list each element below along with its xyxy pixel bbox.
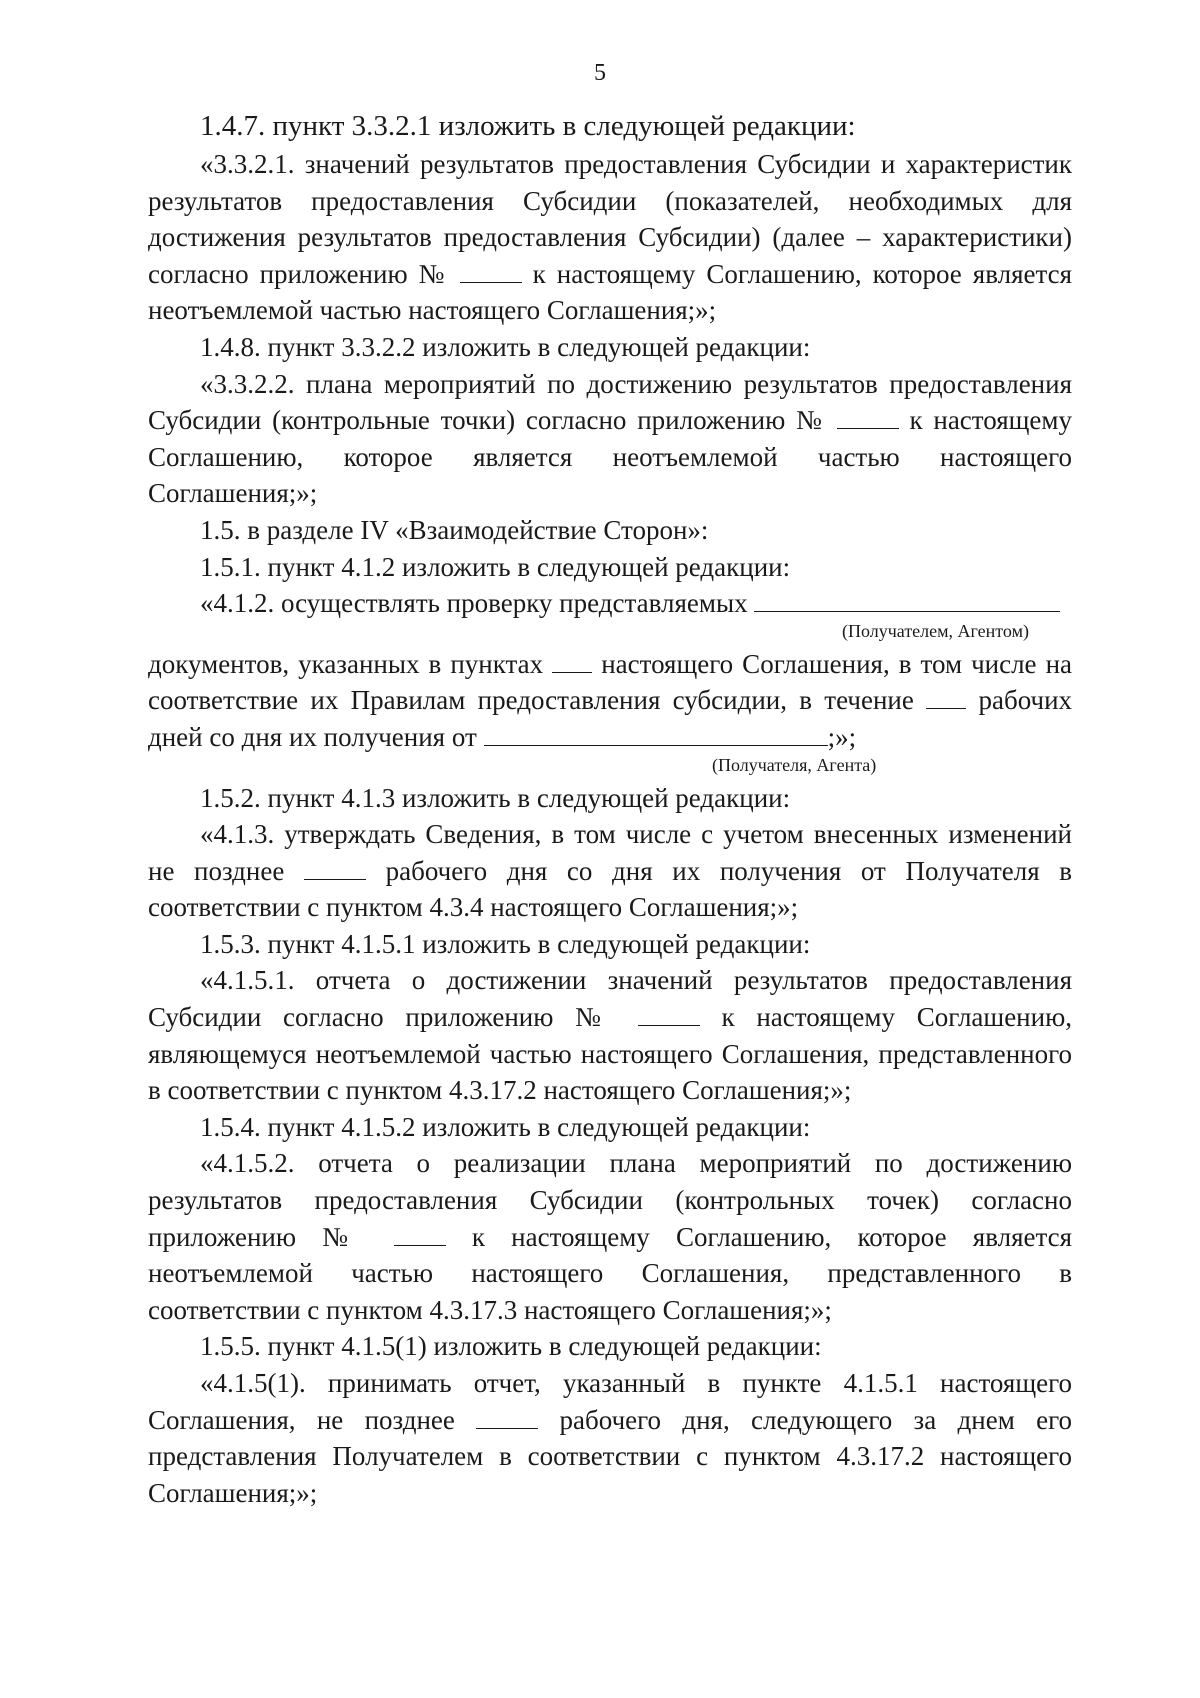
- blank-field[interactable]: [460, 260, 522, 283]
- caption-row: [148, 756, 1072, 780]
- clause-4-1-2-text: [148, 585, 1072, 622]
- clause-1-4-8: 1.4.8. пункт 3.3.2.2 изложить в следующей редакции:: [200, 331, 811, 362]
- text-segment: «4.1.5.1. отчета о достижении значений результатов предоставления Субсидии согласно приложению №: [148, 965, 1072, 1033]
- text-segment: ;»;: [827, 721, 857, 752]
- field-caption: (Получателя, Агента): [712, 754, 877, 775]
- clause-4-1-2-continued: [148, 646, 1072, 756]
- clause-1-5-1: 1.5.1. пункт 4.1.2 изложить в следующей редакции:: [200, 551, 791, 582]
- blank-field[interactable]: [754, 589, 1060, 612]
- blank-field[interactable]: [476, 1406, 538, 1429]
- caption-row: [148, 622, 1072, 646]
- clause-4-1-3-text: [148, 816, 1072, 926]
- clause-4-1-5-2-text: [148, 1145, 1072, 1328]
- text-segment: рабочего дня, следующего за днем его представления Получателем в соответствии с пунктом 4.3.17.2 настоящего Соглашения;»;: [148, 1404, 1072, 1508]
- text-segment: настоящего Соглашения, в том числе на соответствие их Правилам предоставления субсидии, в течение: [148, 648, 1073, 716]
- clause-1-5-3: 1.5.3. пункт 4.1.5.1 изложить в следующей редакции:: [200, 928, 811, 959]
- blank-field[interactable]: [484, 723, 828, 746]
- clause-1-5-2: 1.5.2. пункт 4.1.3 изложить в следующей редакции:: [200, 782, 791, 813]
- field-caption: (Получателем, Агентом): [842, 620, 1029, 641]
- document-body: [148, 106, 1072, 1511]
- clause-4-1-5-1-bis-text: [148, 1365, 1072, 1511]
- text-segment: документов, указанных в пунктах: [148, 648, 544, 679]
- blank-field[interactable]: [394, 1223, 446, 1246]
- text-segment: «4.1.3. утверждать Сведения, в том числе с учетом внесенных изменений не позднее: [148, 819, 1072, 886]
- clause-3-3-2-1-text: [148, 146, 1072, 329]
- text-segment: рабочего дня со дня их получения от Получателя в соответствии с пунктом 4.3.4 настоящего Соглашения;»;: [148, 855, 1072, 923]
- text-segment: «4.1.5(1). принимать отчет, указанный в пункте 4.1.5.1 настоящего Соглашения, не позднее: [148, 1368, 1072, 1435]
- clause-1-4-7: 1.4.7. пункт 3.3.2.1 изложить в следующей редакции:: [200, 110, 856, 142]
- text-segment: «3.3.2.1. значений результатов предоставления Субсидии и характеристик результатов предоставления Субсидии (показателей, необходимых для достижения результатов предоставления Субсидии) (далее – характеристики) согласно приложению №: [148, 149, 1072, 289]
- text-segment: «4.1.2. осуществлять проверку представляемых: [200, 588, 748, 619]
- clause-4-1-5-1-text: [148, 962, 1072, 1108]
- text-segment: к настоящему Соглашению, которое является неотъемлемой частью настоящего Соглашения;»;: [148, 405, 1073, 509]
- blank-field[interactable]: [552, 650, 592, 673]
- text-segment: «3.3.2.2. плана мероприятий по достижению результатов предоставления Субсидии (контрольные точки) согласно приложению №: [148, 368, 1072, 436]
- text-segment: к настоящему Соглашению, являющемуся неотъемлемой частью настоящего Соглашения, представленного в соответствии с пунктом 4.3.17.2 настоящего Соглашения;»;: [148, 1002, 1073, 1106]
- text-segment: «4.1.5.2. отчета о реализации плана мероприятий по достижению результатов предоставления Субсидии (контрольных точек) согласно приложению №: [148, 1148, 1072, 1252]
- clause-1-5: 1.5. в разделе IV «Взаимодействие Сторон»:: [200, 514, 709, 545]
- text-segment: к настоящему Соглашению, которое является неотъемлемой частью настоящего Соглашения;»;: [148, 258, 1073, 326]
- blank-field[interactable]: [304, 857, 366, 880]
- blank-field[interactable]: [638, 1003, 700, 1026]
- clause-3-3-2-2-text: [148, 366, 1072, 512]
- clause-1-5-5: 1.5.5. пункт 4.1.5(1) изложить в следующей редакции:: [200, 1331, 822, 1362]
- text-segment: рабочих дней со дня их получения от: [148, 685, 1073, 752]
- text-segment: к настоящему Соглашению, которое является неотъемлемой частью настоящего Соглашения, представленного в соответствии с пунктом 4.3.17.3 настоящего Соглашения;»;: [148, 1221, 1073, 1325]
- blank-field[interactable]: [926, 686, 966, 709]
- page-number: 5: [594, 60, 606, 86]
- clause-1-5-4: 1.5.4. пункт 4.1.5.2 изложить в следующей редакции:: [200, 1111, 811, 1142]
- blank-field[interactable]: [837, 406, 899, 429]
